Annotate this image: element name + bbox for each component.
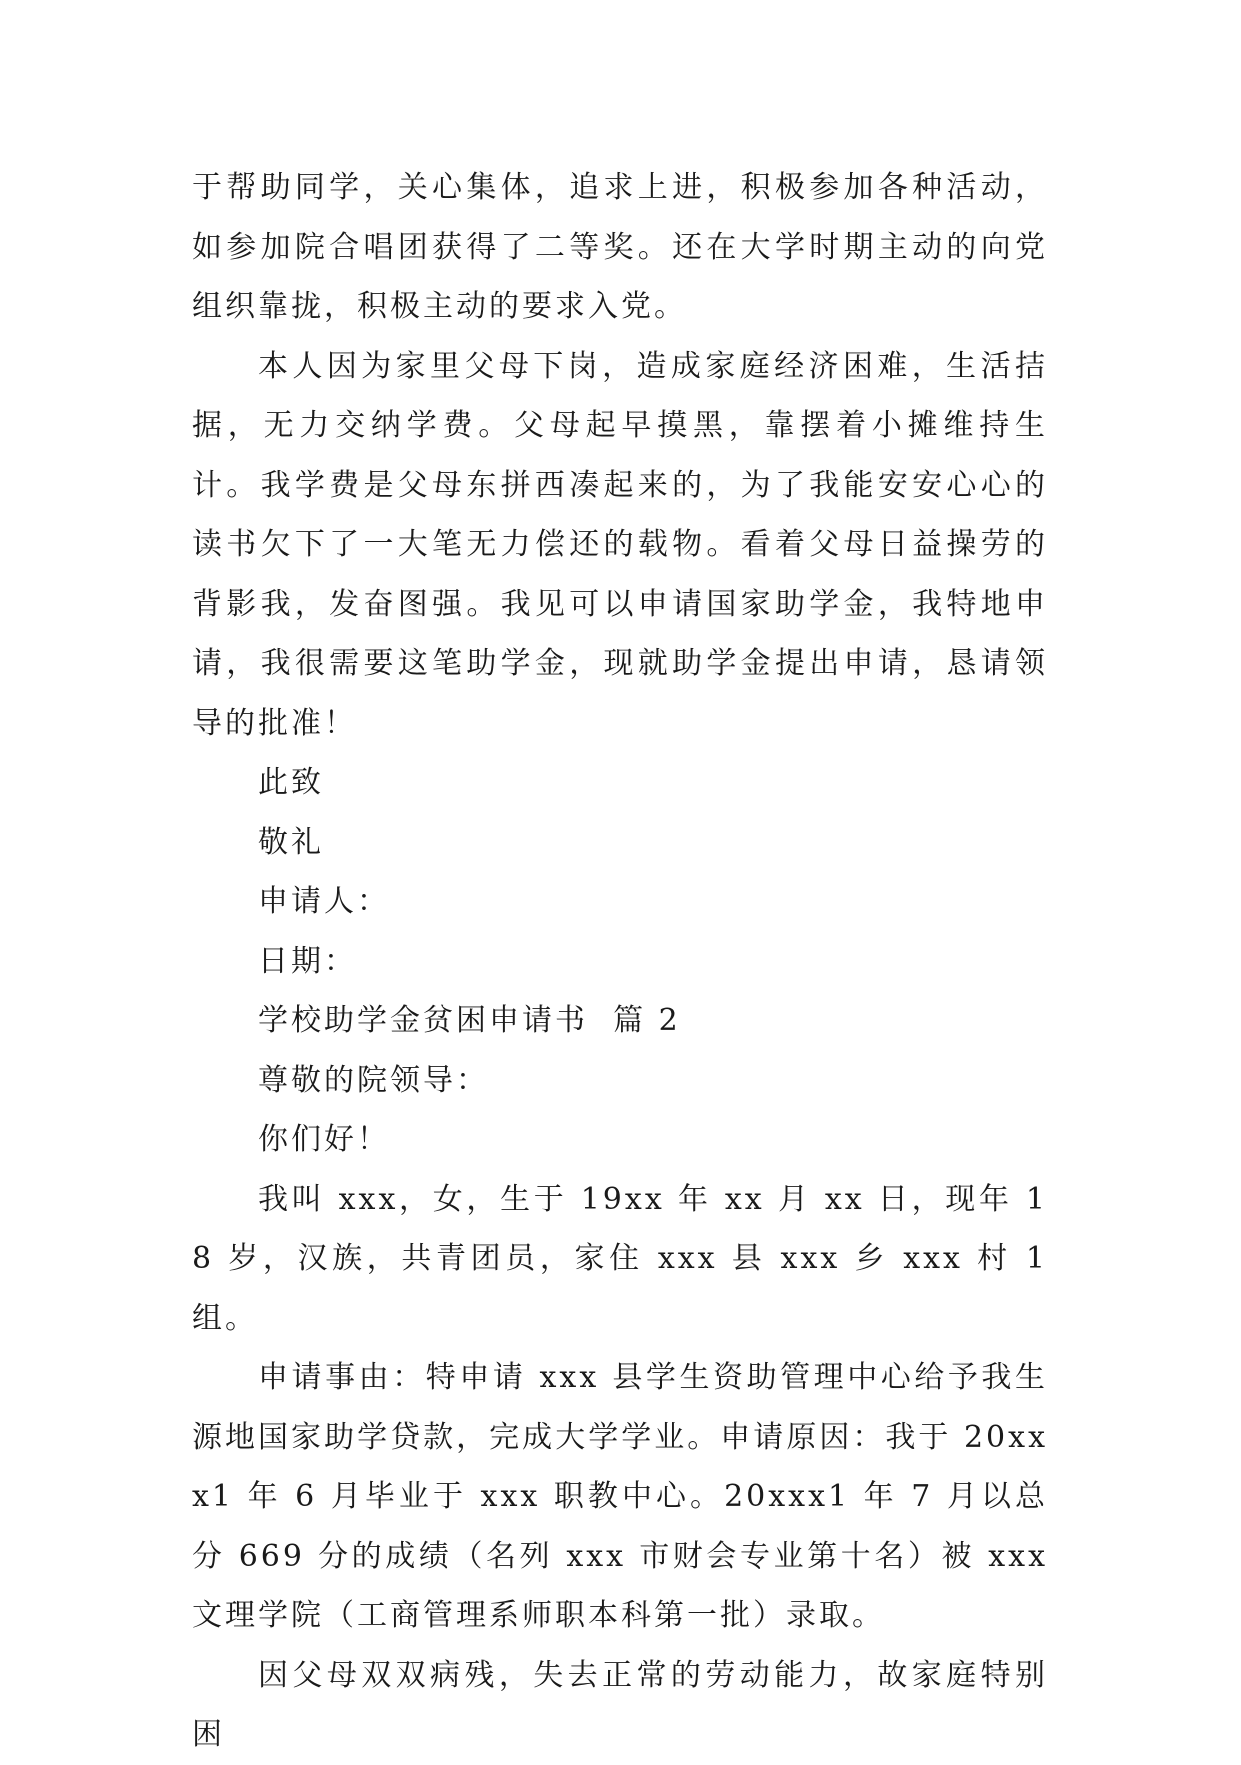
paragraph-self-intro: 我叫 xxx，女，生于 19xx 年 xx 月 xx 日，现年 18 岁，汉族，共青团员，家住 xxx 县 xxx 乡 xxx 村 1 组。 — [192, 1181, 1048, 1336]
greeting: 你们好！ — [258, 1122, 390, 1157]
paragraph-parents-illness: 因父母双双病残，失去正常的劳动能力，故家庭特别困 — [192, 1657, 1048, 1752]
paragraph-application-reason: 申请事由：特申请 xxx 县学生资助管理中心给予我生源地国家助学贷款，完成大学学业。申请原因：我于 20xxx1 年 6 月毕业于 xxx 职教中心。20xxx1 年 7 月以总分 669 分的成绩（名列 xxx 市财会专业第十名）被 xxx 文理学院（工商管理系师职本科第一批）录取。 — [192, 1360, 1048, 1633]
section-title: 学校助学金贫困申请书 篇 2 — [258, 1003, 681, 1038]
paragraph-continued: 于帮助同学，关心集体，追求上进，积极参加各种活动，如参加院合唱团获得了二等奖。还在大学时期主动的向党组织靠拢，积极主动的要求入党。 — [192, 170, 1048, 324]
paragraph-family-hardship: 本人因为家里父母下岗，造成家庭经济困难，生活拮据，无力交纳学费。父母起早摸黑，靠摆着小摊维持生计。我学费是父母东拼西凑起来的，为了我能安安心心的读书欠下了一大笔无力偿还的载物。看着父母日益操劳的背影我，发奋图强。我见可以申请国家助学金，我特地申请，我很需要这笔助学金，现就助学金提出申请，恳请领导的批准！ — [192, 348, 1048, 741]
closing-cizhi: 此致 — [258, 765, 324, 800]
date-label: 日期： — [258, 943, 357, 979]
closing-jingli: 敬礼 — [258, 824, 324, 860]
salutation: 尊敬的院领导： — [258, 1062, 489, 1098]
applicant-label: 申请人： — [258, 884, 390, 919]
document-body — [192, 158, 1048, 1765]
